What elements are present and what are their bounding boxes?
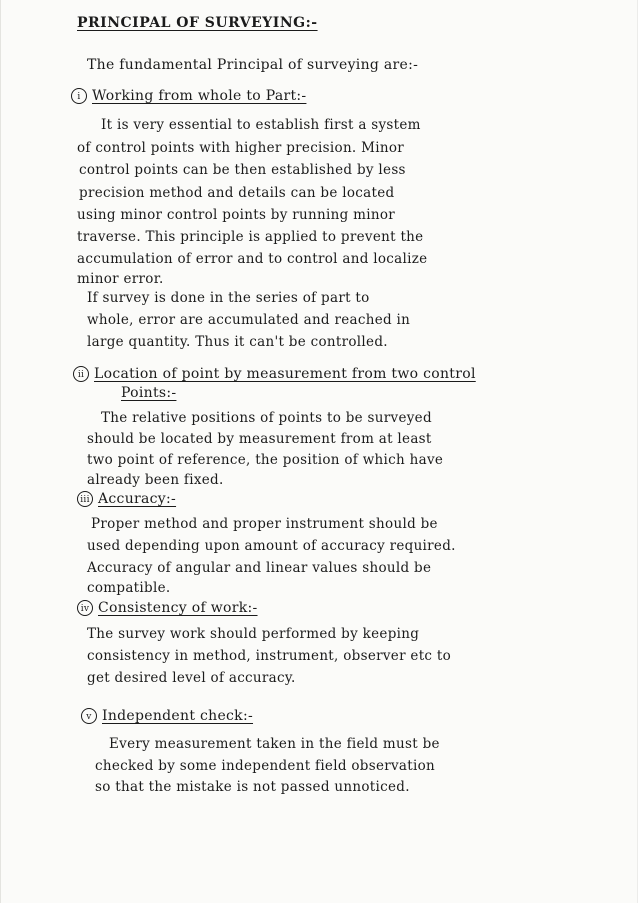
section-5-line: so that the mistake is not passed unnoticed. [95,779,410,795]
section-4-heading-text: Consistency of work:- [98,600,258,616]
section-3-heading [77,491,176,507]
section-1-line: If survey is done in the series of part to [87,290,370,306]
section-1-heading-text: Working from whole to Part:- [92,88,307,104]
section-3-line: Proper method and proper instrument should be [91,516,438,532]
section-2-heading-text: Location of point by measurement from two control [94,366,476,382]
section-2-number: ii [73,366,89,382]
section-4-heading [77,600,258,616]
section-4-line: get desired level of accuracy. [87,670,296,686]
section-3-number: iii [77,491,93,507]
section-4-line: consistency in method, instrument, observer etc to [87,648,452,664]
section-2-heading-cont: Points:- [121,385,177,401]
intro-line: The fundamental Principal of surveying are:- [87,57,419,73]
page-title: PRINCIPAL OF SURVEYING:- [77,15,318,31]
section-4-number: iv [77,600,93,616]
section-1-line: of control points with higher precision. Minor [77,140,405,156]
section-5-line: Every measurement taken in the field must be [109,736,440,752]
section-5-number: v [81,708,97,724]
section-1-line: using minor control points by running minor [77,207,396,223]
section-1-line: whole, error are accumulated and reached in [87,312,411,328]
section-3-heading-text: Accuracy:- [98,491,177,507]
section-1-line: traverse. This principle is applied to prevent the [77,229,424,245]
section-2-line: should be located by measurement from at least [87,431,432,447]
section-2-line: already been fixed. [87,472,224,488]
section-1-line: precision method and details can be located [79,185,395,201]
section-1-line: It is very essential to establish first a system [101,117,421,133]
section-1-line: large quantity. Thus it can't be controlled. [87,334,388,350]
section-3-line: Accuracy of angular and linear values should be [87,560,432,576]
section-1-line: minor error. [77,271,164,287]
section-4-line: The survey work should performed by keeping [87,626,420,642]
section-3-line: compatible. [87,580,171,596]
section-1-heading [71,88,306,104]
section-5-heading-text: Independent check:- [102,708,254,724]
section-1-line: accumulation of error and to control and localize [77,251,428,267]
section-1-line: control points can be then established by less [79,162,406,178]
section-5-heading [81,708,253,724]
section-2-line: The relative positions of points to be surveyed [101,410,432,426]
section-3-line: used depending upon amount of accuracy required. [87,538,456,554]
section-2-heading [73,366,476,382]
section-5-line: checked by some independent field observation [95,758,436,774]
section-2-line: two point of reference, the position of which have [87,452,444,468]
section-1-number: i [71,88,87,104]
